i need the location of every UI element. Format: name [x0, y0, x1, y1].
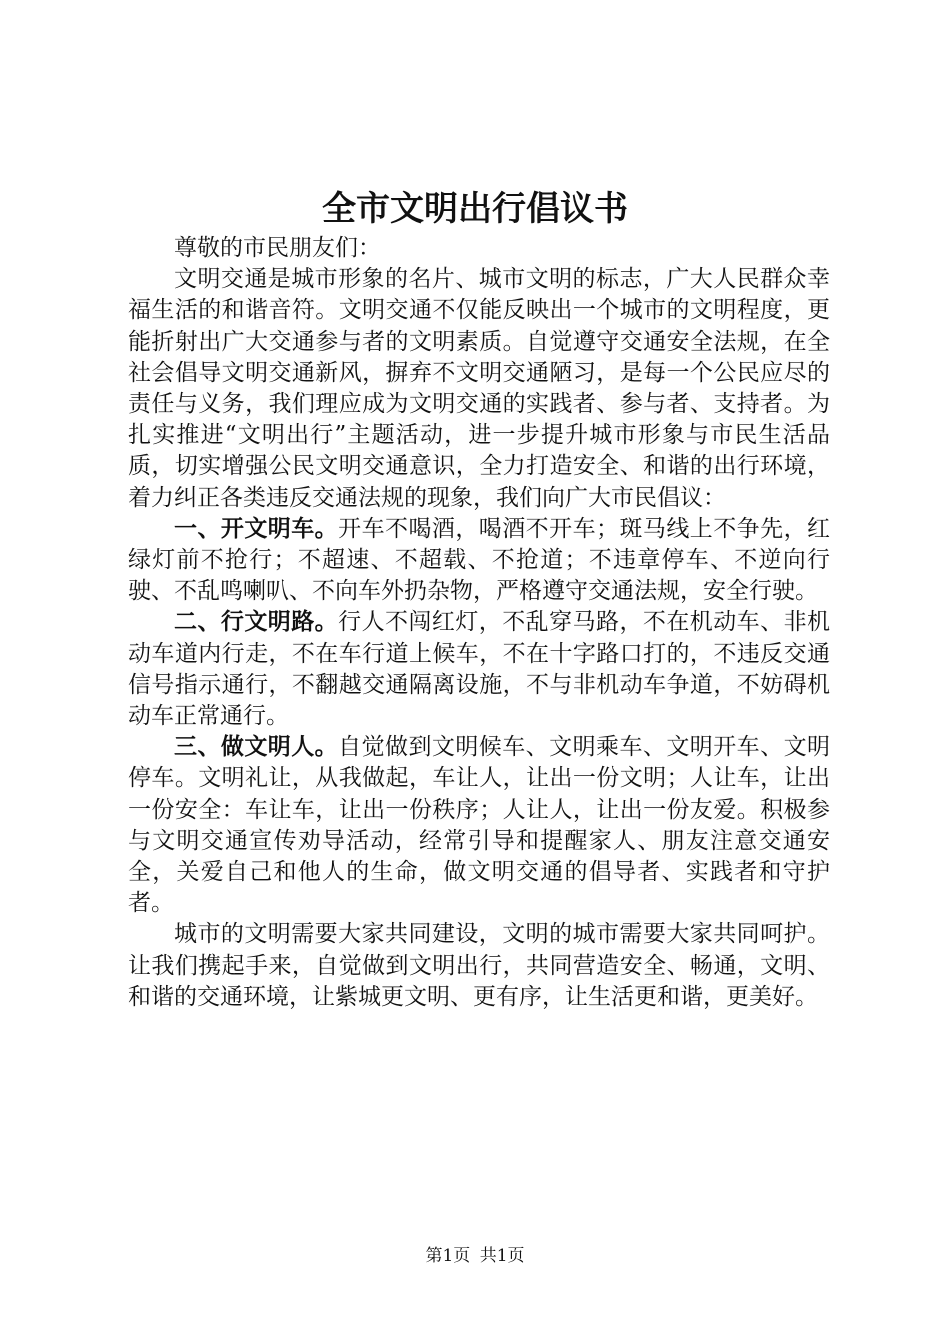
document-body [128, 233, 830, 1013]
closing-paragraph: 城市的文明需要大家共同建设，文明的城市需要大家共同呵护。让我们携起手来，自觉做到文明出行，共同营造安全、畅通，文明、和谐的交通环境，让紫城更文明、更有序，让生活更和谐，更美好。 [128, 921, 830, 1010]
proposal-heading-1: 一、开文明车。 [174, 515, 339, 542]
page-total: 共1页 [479, 1246, 525, 1266]
proposal-heading-2: 二、行文明路。 [174, 609, 339, 636]
page-footer [0, 1244, 950, 1268]
proposal-text-3: 自觉做到文明候车、文明乘车、文明开车、文明停车。文明礼让，从我做起，车让人，让出一份文明；人让车，让出一份安全：车让车，让出一份秩序；人让人，让出一份友爱。积极参与文明交通宣传劝导活动，经常引导和提醒家人、朋友注意交通安全，关爱自己和他人的生命，做文明交通的倡导者、实践者和守护者。 [128, 734, 831, 917]
salutation: 尊敬的市民朋友们： [174, 235, 381, 261]
proposal-heading-3: 三、做文明人。 [174, 734, 339, 761]
page-number: 第1页 [425, 1246, 471, 1266]
proposal-item-3 [128, 732, 830, 919]
intro-paragraph: 文明交通是城市形象的名片、城市文明的标志，广大人民群众幸福生活的和谐音符。文明交通不仅能反映出一个城市的文明程度，更能折射出广大交通参与者的文明素质。自觉遵守交通安全法规，在全社会倡导文明交通新风，摒弃不文明交通陋习，是每一个公民应尽的责任与义务，我们理应成为文明交通的实践者、参与者、支持者。为扎实推进“文明出行”主题活动，进一步提升城市形象与市民生活品质，切实增强公民文明交通意识，全力打造安全、和谐的出行环境，着力纠正各类违反交通法规的现象，我们向广大市民倡议： [128, 266, 830, 511]
proposal-text-2: 行人不闯红灯，不乱穿马路，不在机动车、非机动车道内行走，不在车行道上候车，不在十字路口打的，不违反交通信号指示通行，不翻越交通隔离设施，不与非机动车争道，不妨碍机动车正常通行。 [128, 609, 831, 730]
proposal-item-2 [128, 607, 830, 732]
document-title: 全市文明出行倡议书 [322, 189, 628, 229]
proposal-text-1: 开车不喝酒，喝酒不开车；斑马线上不争先，红绿灯前不抢行；不超速、不超载、不抢道；不违章停车、不逆向行驶、不乱鸣喇叭、不向车外扔杂物，严格遵守交通法规，安全行驶。 [128, 515, 831, 605]
proposal-item-1 [128, 514, 830, 608]
